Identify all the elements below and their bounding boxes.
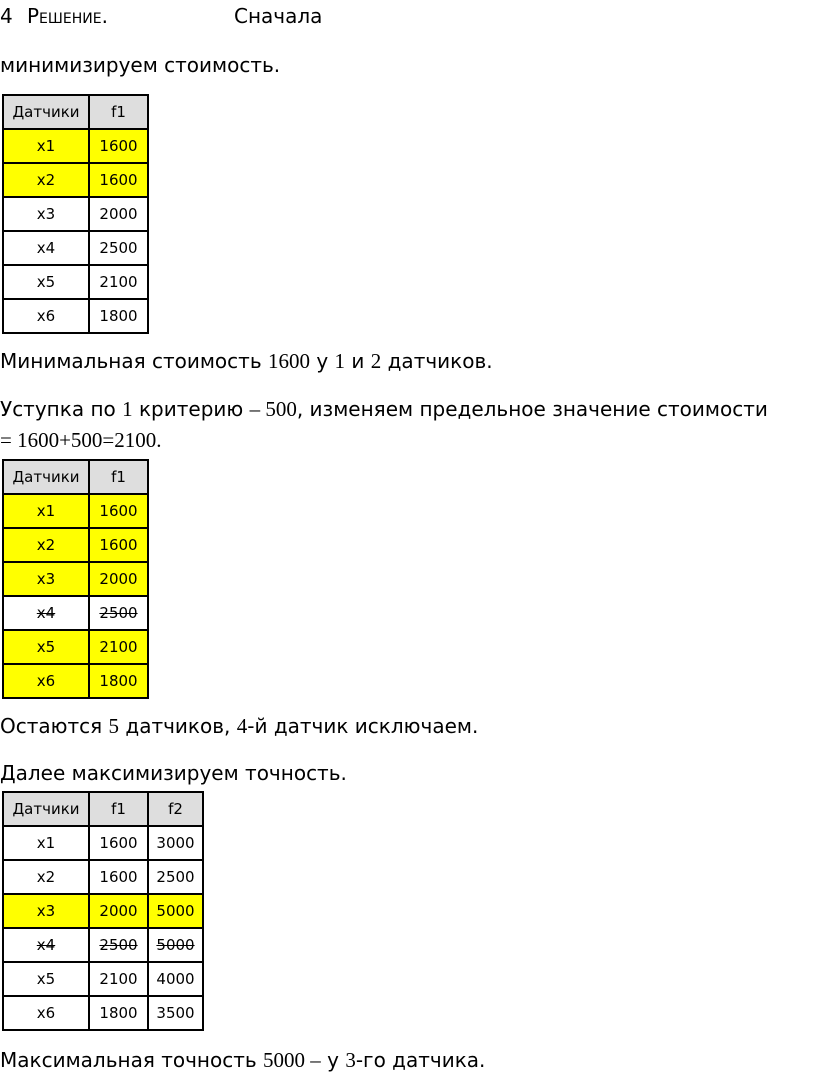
section-number: 4 [0,4,13,28]
sensor-name-cell: x4 [3,231,89,265]
value-cell-f1: 2000 [89,562,148,596]
text-fragment: и [345,349,371,373]
value-cell-f1: 1800 [89,996,148,1030]
table-row [3,996,203,1030]
table-row [3,860,203,894]
value-cell-f2: 5000 [148,894,203,928]
sensor-name-cell: x5 [3,630,89,664]
column-header: f1 [89,460,148,494]
text-fragment: , изменяем предельное значение стоимости [296,397,768,421]
text-fragment: датчиков. [381,349,493,373]
cost-table [2,94,149,334]
table-header-row [3,460,148,494]
table-row [3,265,148,299]
number: – 500 [249,397,297,421]
table-row [3,928,203,962]
table-row [3,528,148,562]
paragraph-min-cost [0,349,493,373]
paragraph-max-accuracy [0,1048,485,1072]
paragraph-maximize: Далее максимизируем точность. [0,761,347,785]
value-cell-f1: 1600 [89,163,148,197]
sensor-name-cell: x6 [3,299,89,333]
table-row [3,596,148,630]
number: 1600 [267,349,310,373]
sensor-name-cell: x1 [3,494,89,528]
number: 1 [334,349,346,373]
sensor-name-cell: x3 [3,562,89,596]
value-cell-f1: 1600 [89,826,148,860]
table-row [3,231,148,265]
table-header-row [3,792,203,826]
sensor-name-cell: x5 [3,962,89,996]
value-cell-f2: 3000 [148,826,203,860]
paragraph-concession [0,397,768,421]
table-row [3,129,148,163]
table-row [3,630,148,664]
table-row [3,197,148,231]
cost-table-after-concession [2,459,149,699]
column-header: Датчики [3,95,89,129]
number: 2 [370,349,382,373]
table-row [3,562,148,596]
value-cell-f1: 1600 [89,860,148,894]
value-cell-f1: 2000 [89,894,148,928]
table-row [3,894,203,928]
value-cell-f1: 2500 [89,928,148,962]
section-title-continuation: Сначала [234,4,323,28]
sensor-name-cell: x2 [3,163,89,197]
sensor-name-cell: x2 [3,528,89,562]
table-row [3,163,148,197]
value-cell-f1: 1600 [89,129,148,163]
paragraph-concession-formula: = 1600+500=2100. [0,428,162,452]
text-fragment: -го датчика. [355,1048,486,1072]
value-cell-f2: 5000 [148,928,203,962]
text-fragment: -й датчик исключаем. [247,714,479,738]
accuracy-table [2,791,204,1031]
sensor-name-cell: x5 [3,265,89,299]
intro-text: минимизируем стоимость. [0,53,281,77]
value-cell-f1: 1600 [89,528,148,562]
sensor-name-cell: x1 [3,826,89,860]
text-fragment: датчиков, [119,714,237,738]
table-row [3,494,148,528]
value-cell-f1: 2100 [89,962,148,996]
column-header: f1 [89,792,148,826]
table-row [3,962,203,996]
column-header: f1 [89,95,148,129]
value-cell-f1: 2500 [89,231,148,265]
sensor-name-cell: x4 [3,596,89,630]
column-header: Датчики [3,792,89,826]
paragraph-remaining [0,714,478,738]
sensor-name-cell: x3 [3,197,89,231]
sensor-name-cell: x3 [3,894,89,928]
sensor-name-cell: x6 [3,996,89,1030]
value-cell-f1: 1800 [89,664,148,698]
number: 1 [122,397,133,421]
sensor-name-cell: x1 [3,129,89,163]
column-header: f2 [148,792,203,826]
text-fragment: у [320,1048,346,1072]
value-cell-f2: 4000 [148,962,203,996]
value-cell-f1: 2100 [89,265,148,299]
text-fragment: Максимальная точность [0,1048,264,1072]
section-title: Решение. [27,4,108,28]
table-header-row [3,95,148,129]
value-cell-f1: 2500 [89,596,148,630]
table-row [3,664,148,698]
number: 4 [236,714,248,738]
value-cell-f1: 1800 [89,299,148,333]
value-cell-f2: 2500 [148,860,203,894]
sensor-name-cell: x2 [3,860,89,894]
text-fragment: у [309,349,335,373]
column-header: Датчики [3,460,89,494]
value-cell-f1: 2000 [89,197,148,231]
number: 5000 – [263,1048,321,1072]
text-fragment: Минимальная стоимость [0,349,268,373]
text-fragment: Уступка по [0,397,123,421]
sensor-name-cell: x6 [3,664,89,698]
table-row [3,826,203,860]
table-row [3,299,148,333]
number: 5 [108,714,120,738]
number: 3 [345,1048,356,1072]
value-cell-f1: 2100 [89,630,148,664]
text-fragment: критерию [132,397,250,421]
sensor-name-cell: x4 [3,928,89,962]
value-cell-f1: 1600 [89,494,148,528]
value-cell-f2: 3500 [148,996,203,1030]
text-fragment: Остаются [0,714,109,738]
